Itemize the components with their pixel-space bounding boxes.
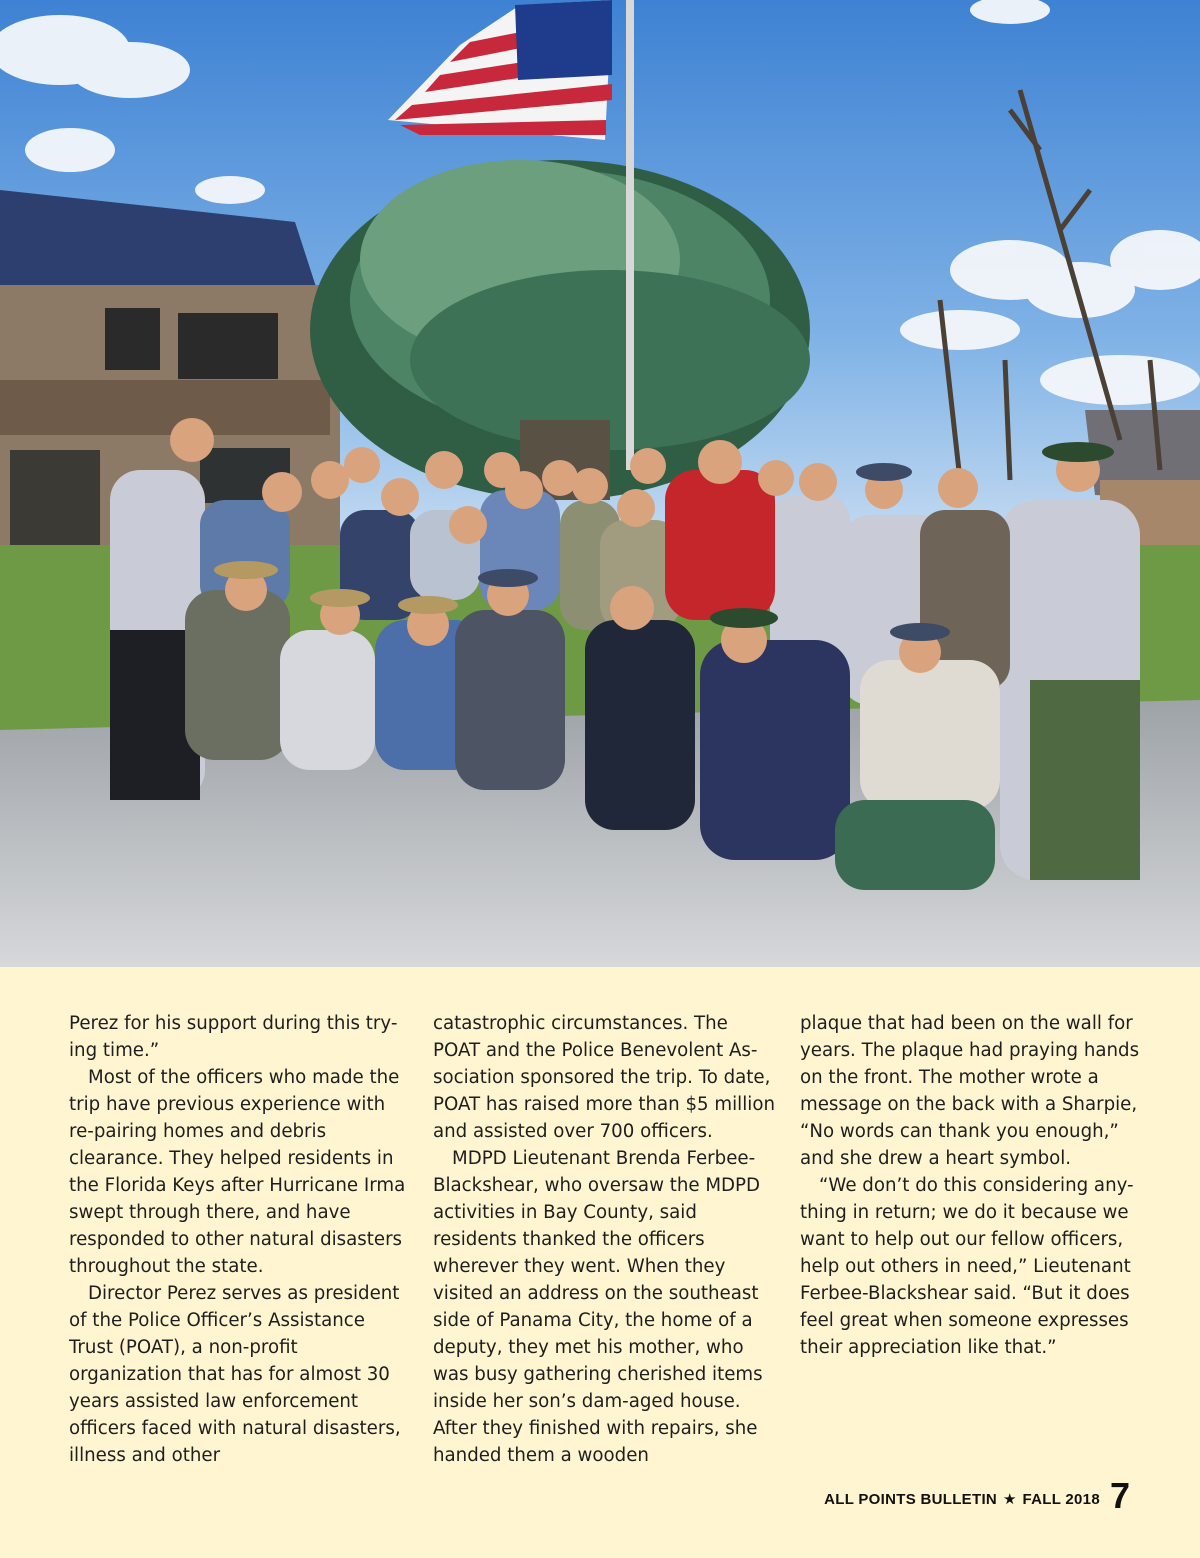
paragraph: MDPD Lieutenant Brenda Ferbee-Blackshear, who oversaw the MDPD activities in Bay County, said residents thanked the officers wherever they went. When they visited an address on the southeast side of Panama City, the home of a deputy, they met his mother, who was busy gathering cherished items inside her son’s dam-aged house. After they finished with repairs, she handed them a wooden [433,1148,763,1466]
paragraph: Most of the officers who made the trip have previous experience with re-pairing homes and debris clearance. They helped residents in the Florida Keys after Hurricane Irma swept through there, and have responded to other natural disasters throughout the state. [69,1067,406,1277]
paragraph: plaque that had been on the wall for years. The plaque had praying hands on the front. The mother wrote a message on the back with a Sharpie, “No words can thank you enough,” and she drew a heart symbol. [800,1013,1140,1169]
star-icon: ★ [1003,1491,1017,1508]
issue-label: FALL 2018 [1022,1491,1100,1508]
flag-pole [626,0,634,470]
page-footer [824,1474,1130,1514]
paragraph: “We don’t do this considering any-thing in return; we do it because we want to help out our fellow officers, help out others in need,” Lieutenant Ferbee-Blackshear said. “But it does feel great when someone expresses their appreciation like that.” [800,1175,1134,1358]
paragraph: Director Perez serves as president of the Police Officer’s Assistance Trust (POAT), a non-profit organization that has for almost 30 years assisted law enforcement officers faced with natural disasters, illness and other [69,1283,401,1466]
paragraph: catastrophic circumstances. The POAT and the Police Benevolent As-sociation sponsored the trip. To date, POAT has raised more than $5 million and assisted over 700 officers. [433,1013,775,1142]
article-columns [0,1010,1200,1466]
paragraph: Perez for his support during this try-ing time.” [69,1013,398,1061]
column-2 [433,1010,778,1469]
publication-name: ALL POINTS BULLETIN [824,1491,998,1508]
column-3 [800,1010,1140,1361]
column-1 [69,1010,409,1469]
page-number: 7 [1109,1475,1130,1516]
